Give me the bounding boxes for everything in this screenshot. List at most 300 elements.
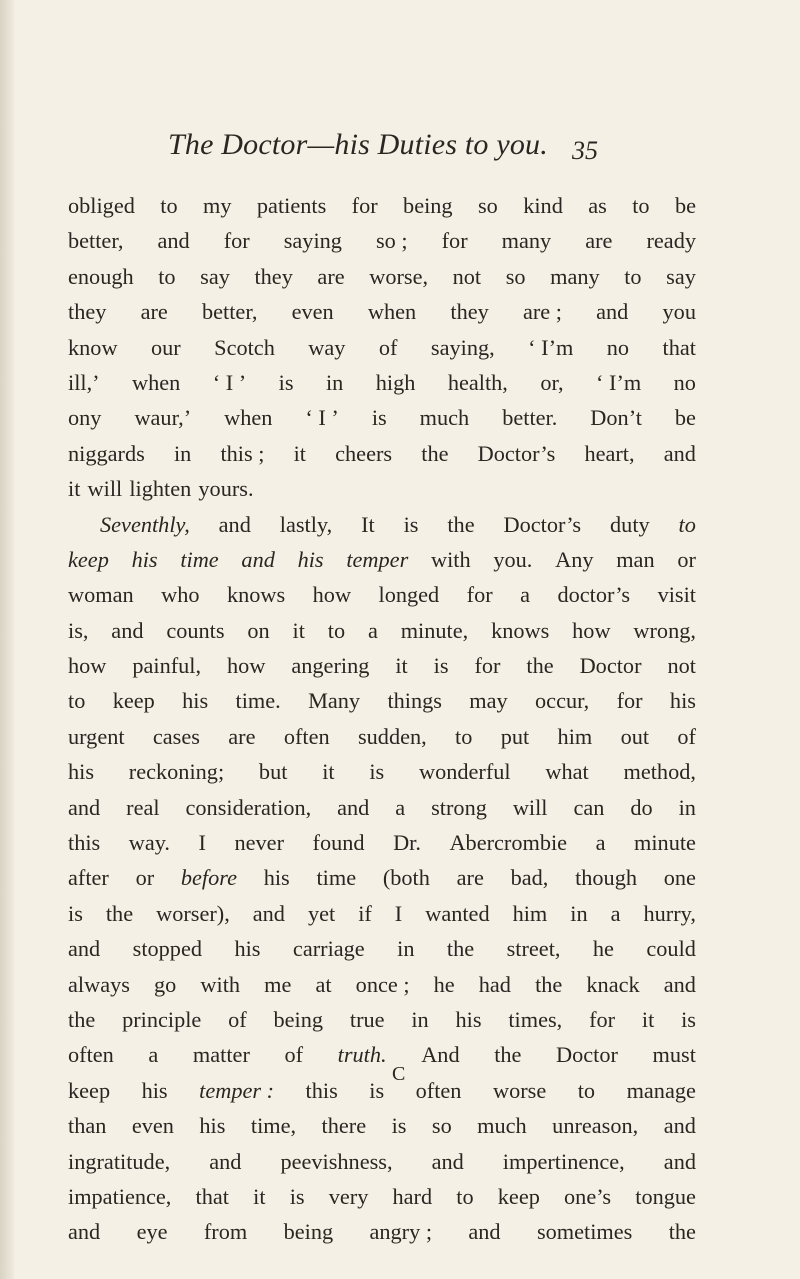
word: may xyxy=(469,688,508,714)
word: to xyxy=(327,617,346,643)
word: will xyxy=(512,794,548,820)
word: they xyxy=(68,299,107,325)
word: for xyxy=(223,228,250,254)
word: waur,’ xyxy=(134,405,192,431)
word: yet xyxy=(307,900,336,926)
word: knows xyxy=(226,582,286,608)
text-line xyxy=(68,613,696,648)
word: that xyxy=(662,334,696,360)
text-line xyxy=(68,860,696,895)
word: even xyxy=(131,1113,174,1139)
word: and xyxy=(68,936,101,962)
word: and xyxy=(111,617,144,643)
word: ony xyxy=(68,405,102,431)
word: keep xyxy=(112,688,155,714)
word: are xyxy=(317,263,345,289)
word: being xyxy=(403,193,453,218)
word: his xyxy=(263,865,290,891)
word: his xyxy=(141,1077,168,1103)
word: they xyxy=(450,299,489,325)
word: longed xyxy=(378,582,440,608)
text-line xyxy=(68,294,696,329)
text-line xyxy=(68,1179,696,1214)
word: the xyxy=(446,936,475,962)
word: how xyxy=(68,653,107,679)
word: once ; xyxy=(355,971,410,997)
word: visit xyxy=(657,582,696,608)
word: in xyxy=(397,936,415,962)
word: our xyxy=(151,334,181,360)
word: in xyxy=(411,1006,429,1032)
word: strong xyxy=(431,794,487,820)
word: keep xyxy=(68,546,109,572)
word: matter xyxy=(192,1042,250,1068)
word: and xyxy=(663,1148,696,1174)
word: not xyxy=(667,653,696,679)
word: so xyxy=(477,193,498,218)
word: his xyxy=(182,688,209,714)
text-line xyxy=(68,542,696,577)
word: one’s xyxy=(564,1183,612,1209)
word: and xyxy=(157,228,190,254)
word: the xyxy=(526,653,554,679)
word: and xyxy=(68,1219,101,1245)
word: high xyxy=(375,369,416,395)
word: woman xyxy=(68,582,134,608)
word: his xyxy=(455,1006,482,1032)
word: I xyxy=(198,830,206,856)
word: obliged xyxy=(68,193,135,218)
word: man xyxy=(616,546,655,572)
word: this xyxy=(305,1077,338,1103)
word: than xyxy=(68,1113,107,1139)
word: impatience, xyxy=(68,1183,172,1209)
word: and xyxy=(337,794,370,820)
word: and xyxy=(663,1113,696,1139)
word: no xyxy=(606,334,630,360)
word: him xyxy=(512,900,548,926)
word: Doctor’s xyxy=(477,440,556,466)
word: enough xyxy=(68,263,134,289)
word: of xyxy=(677,723,696,749)
word: the xyxy=(105,900,134,926)
word: bad, xyxy=(510,865,549,891)
word: on xyxy=(247,617,270,643)
text-line xyxy=(68,825,696,860)
word: for xyxy=(474,653,501,679)
word: things xyxy=(387,688,442,714)
word: hurry, xyxy=(643,900,696,926)
word: real xyxy=(126,794,160,820)
word: what xyxy=(545,759,589,785)
text-line xyxy=(68,896,696,931)
word: time xyxy=(180,546,219,572)
word: it xyxy=(395,653,408,679)
word: Don’t xyxy=(590,405,642,431)
word: is xyxy=(278,369,294,395)
word: say xyxy=(200,263,230,289)
word: the xyxy=(494,1042,522,1068)
word: from xyxy=(203,1219,248,1245)
word: it xyxy=(292,617,305,643)
text-line xyxy=(68,400,696,435)
word: a xyxy=(148,1042,159,1068)
word: many xyxy=(501,228,552,254)
text-line xyxy=(68,1002,696,1037)
word: impertinence, xyxy=(502,1148,625,1174)
word: though xyxy=(575,865,637,891)
text-line xyxy=(68,223,696,258)
word: Doctor xyxy=(556,1042,618,1068)
word: ready xyxy=(646,228,696,254)
word: when xyxy=(132,369,181,395)
word: ‘ I’m xyxy=(528,334,574,360)
word: keep xyxy=(497,1183,540,1209)
word: the xyxy=(421,440,449,466)
word: counts xyxy=(166,617,225,643)
word: found xyxy=(312,830,365,856)
word: put xyxy=(500,723,530,749)
word: his xyxy=(68,759,95,785)
word: temper xyxy=(346,546,409,572)
text-line xyxy=(68,683,696,718)
text-line xyxy=(68,1144,696,1179)
word: to xyxy=(456,1183,474,1209)
word: way xyxy=(308,334,346,360)
word: of xyxy=(378,334,398,360)
word: of xyxy=(284,1042,304,1068)
text-line xyxy=(68,188,696,223)
word: are xyxy=(228,723,256,749)
word: time, xyxy=(250,1113,297,1139)
word: in xyxy=(325,369,344,395)
word: before xyxy=(180,865,237,891)
word: for xyxy=(441,228,468,254)
word: my xyxy=(203,193,232,218)
word: is xyxy=(681,1006,696,1032)
word: hard xyxy=(392,1183,433,1209)
word: worser), xyxy=(156,900,230,926)
word: for xyxy=(616,688,643,714)
signature-mark: C xyxy=(392,1063,407,1085)
word: better. xyxy=(502,405,558,431)
word: stopped xyxy=(132,936,203,962)
word: had xyxy=(478,971,511,997)
word: be xyxy=(674,405,696,431)
word: that xyxy=(195,1183,229,1209)
word: there xyxy=(321,1113,367,1139)
word: the xyxy=(68,1006,96,1032)
word: it xyxy=(322,759,335,785)
word: knack xyxy=(586,971,640,997)
word: ‘ I ’ xyxy=(212,369,247,395)
word: is xyxy=(403,511,419,537)
text-line xyxy=(68,1037,696,1072)
text-line xyxy=(68,1073,696,1108)
word: no xyxy=(673,369,696,395)
word: his xyxy=(234,936,261,962)
word: minute xyxy=(634,830,696,856)
word: it xyxy=(293,440,306,466)
word: say xyxy=(666,263,696,289)
word: how xyxy=(312,582,352,608)
word: and xyxy=(241,546,275,572)
word: Dr. xyxy=(393,830,421,856)
word: Abercrombie xyxy=(449,830,568,856)
running-title: The Doctor—his Duties to you. xyxy=(168,128,548,161)
text-line xyxy=(68,967,696,1002)
word: temper : xyxy=(199,1077,275,1103)
word: street, xyxy=(506,936,561,962)
word: his xyxy=(131,546,158,572)
text-line xyxy=(68,330,696,365)
word: patients xyxy=(256,193,327,218)
word: eye xyxy=(136,1219,168,1245)
word: true xyxy=(349,1006,385,1032)
word: time. xyxy=(235,688,281,714)
word: way. xyxy=(128,830,171,856)
word: I xyxy=(394,900,403,926)
word: do xyxy=(630,794,653,820)
word: are ; xyxy=(522,299,562,325)
word: in xyxy=(678,794,696,820)
word: Scotch xyxy=(214,334,275,360)
word: manage xyxy=(626,1077,696,1103)
word: Doctor xyxy=(579,653,642,679)
word: and xyxy=(252,900,285,926)
word: cheers xyxy=(335,440,393,466)
word: duty xyxy=(610,511,650,537)
body-text xyxy=(68,188,696,1250)
word: is xyxy=(433,653,449,679)
word: and xyxy=(663,440,696,466)
word: the xyxy=(535,971,563,997)
word: yours. xyxy=(198,476,254,502)
word: urgent xyxy=(68,723,125,749)
word: for xyxy=(466,582,493,608)
word: better, xyxy=(201,299,258,325)
text-line xyxy=(68,754,696,789)
word: to xyxy=(624,263,642,289)
word: is xyxy=(371,405,387,431)
word: Seventhly, xyxy=(100,511,190,537)
word: consideration, xyxy=(185,794,312,820)
word: can xyxy=(573,794,605,820)
word: or xyxy=(677,546,696,572)
word: or, xyxy=(540,369,564,395)
word: lighten xyxy=(129,476,192,502)
word: a xyxy=(520,582,530,608)
word: carriage xyxy=(292,936,365,962)
word: principle xyxy=(122,1006,202,1032)
word: often xyxy=(68,1042,114,1068)
word: saying xyxy=(283,228,342,254)
word: often xyxy=(283,723,330,749)
word: being xyxy=(273,1006,324,1032)
word: for xyxy=(589,1006,616,1032)
word: of xyxy=(228,1006,247,1032)
word: is xyxy=(391,1113,407,1139)
word: heart, xyxy=(584,440,635,466)
word: never xyxy=(234,830,284,856)
word: doctor’s xyxy=(557,582,631,608)
word: and xyxy=(468,1219,501,1245)
word: him xyxy=(557,723,593,749)
text-line xyxy=(68,790,696,825)
word: you. xyxy=(493,546,533,572)
word: must xyxy=(652,1042,696,1068)
word: kind xyxy=(523,193,563,218)
word: better, xyxy=(68,228,124,254)
text-line xyxy=(68,648,696,683)
word: are xyxy=(456,865,484,891)
word: he xyxy=(592,936,614,962)
word: and xyxy=(209,1148,242,1174)
word: saying, xyxy=(430,334,495,360)
word: being xyxy=(283,1219,334,1245)
word: health, xyxy=(447,369,508,395)
word: to xyxy=(577,1077,596,1103)
word: times, xyxy=(508,1006,563,1032)
word: so ; xyxy=(375,228,408,254)
word: Many xyxy=(308,688,361,714)
word: even xyxy=(291,299,334,325)
running-head xyxy=(0,128,800,168)
text-line xyxy=(68,507,696,542)
word: the xyxy=(668,1219,696,1245)
word: to xyxy=(632,193,650,218)
word: angry ; xyxy=(369,1219,433,1245)
word: he xyxy=(433,971,455,997)
word: when xyxy=(224,405,273,431)
word: to xyxy=(158,263,176,289)
word: a xyxy=(395,794,406,820)
word: angering xyxy=(291,653,370,679)
text-line xyxy=(68,471,696,506)
text-line xyxy=(68,1108,696,1143)
word: when xyxy=(367,299,417,325)
word: lastly, xyxy=(279,511,333,537)
word: they xyxy=(254,263,293,289)
word: It xyxy=(361,511,375,537)
word: how xyxy=(227,653,266,679)
text-line xyxy=(68,365,696,400)
word: a xyxy=(367,617,378,643)
word: Doctor’s xyxy=(503,511,582,537)
word: to xyxy=(455,723,473,749)
word: unreason, xyxy=(552,1113,639,1139)
word: minute, xyxy=(400,617,469,643)
word: and xyxy=(431,1148,464,1174)
word: And xyxy=(421,1042,460,1068)
word: much xyxy=(477,1113,527,1139)
word: and xyxy=(596,299,629,325)
word: are xyxy=(140,299,168,325)
word: worse, xyxy=(369,263,429,289)
word: to xyxy=(160,193,178,218)
word: wanted xyxy=(425,900,490,926)
word: know xyxy=(68,334,118,360)
word: is xyxy=(289,1183,305,1209)
word: wonderful xyxy=(418,759,511,785)
word: one xyxy=(663,865,696,891)
word: as xyxy=(588,193,607,218)
word: tongue xyxy=(635,1183,696,1209)
word: Any xyxy=(555,546,594,572)
word: niggards xyxy=(68,440,145,466)
word: knows xyxy=(491,617,550,643)
word: his xyxy=(669,688,696,714)
word: occur, xyxy=(535,688,590,714)
text-line xyxy=(68,1214,696,1249)
word: always xyxy=(68,971,130,997)
word: or xyxy=(135,865,155,891)
word: (both xyxy=(382,865,430,891)
word: many xyxy=(550,263,600,289)
word: be xyxy=(674,193,696,218)
word: it xyxy=(68,476,81,502)
word: the xyxy=(447,511,475,537)
word: to xyxy=(678,511,696,537)
page-edge xyxy=(0,0,14,1279)
word: and xyxy=(68,794,101,820)
word: truth. xyxy=(337,1042,387,1068)
word: peevishness, xyxy=(280,1148,393,1174)
word: a xyxy=(595,830,606,856)
text-line xyxy=(68,931,696,966)
word: are xyxy=(585,228,613,254)
word: and xyxy=(218,511,251,537)
word: but xyxy=(258,759,288,785)
text-line xyxy=(68,577,696,612)
word: how xyxy=(572,617,611,643)
word: go xyxy=(154,971,177,997)
word: you xyxy=(662,299,696,325)
word: worse xyxy=(492,1077,547,1103)
word: after xyxy=(68,865,109,891)
word: it xyxy=(641,1006,655,1032)
word: in xyxy=(173,440,192,466)
word: ‘ I ’ xyxy=(305,405,339,431)
word: very xyxy=(328,1183,369,1209)
word: is, xyxy=(68,617,89,643)
word: for xyxy=(351,193,378,218)
word: this xyxy=(68,830,101,856)
word: sometimes xyxy=(536,1219,633,1245)
word: will xyxy=(87,476,123,502)
word: keep xyxy=(68,1077,111,1103)
word: this ; xyxy=(220,440,265,466)
word: wrong, xyxy=(633,617,696,643)
text-line xyxy=(68,259,696,294)
page-number: 35 xyxy=(572,136,598,165)
word: painful, xyxy=(132,653,202,679)
word: reckoning; xyxy=(128,759,225,785)
word: so xyxy=(431,1113,452,1139)
word: not xyxy=(452,263,482,289)
word: his xyxy=(199,1113,226,1139)
word: me xyxy=(264,971,292,997)
word: is xyxy=(68,900,83,926)
word: with xyxy=(430,546,471,572)
word: ill,’ xyxy=(68,369,100,395)
word: it xyxy=(253,1183,266,1209)
word: often xyxy=(415,1077,462,1103)
word: who xyxy=(161,582,200,608)
word: with xyxy=(200,971,241,997)
word: his xyxy=(297,546,324,572)
word: a xyxy=(610,900,621,926)
